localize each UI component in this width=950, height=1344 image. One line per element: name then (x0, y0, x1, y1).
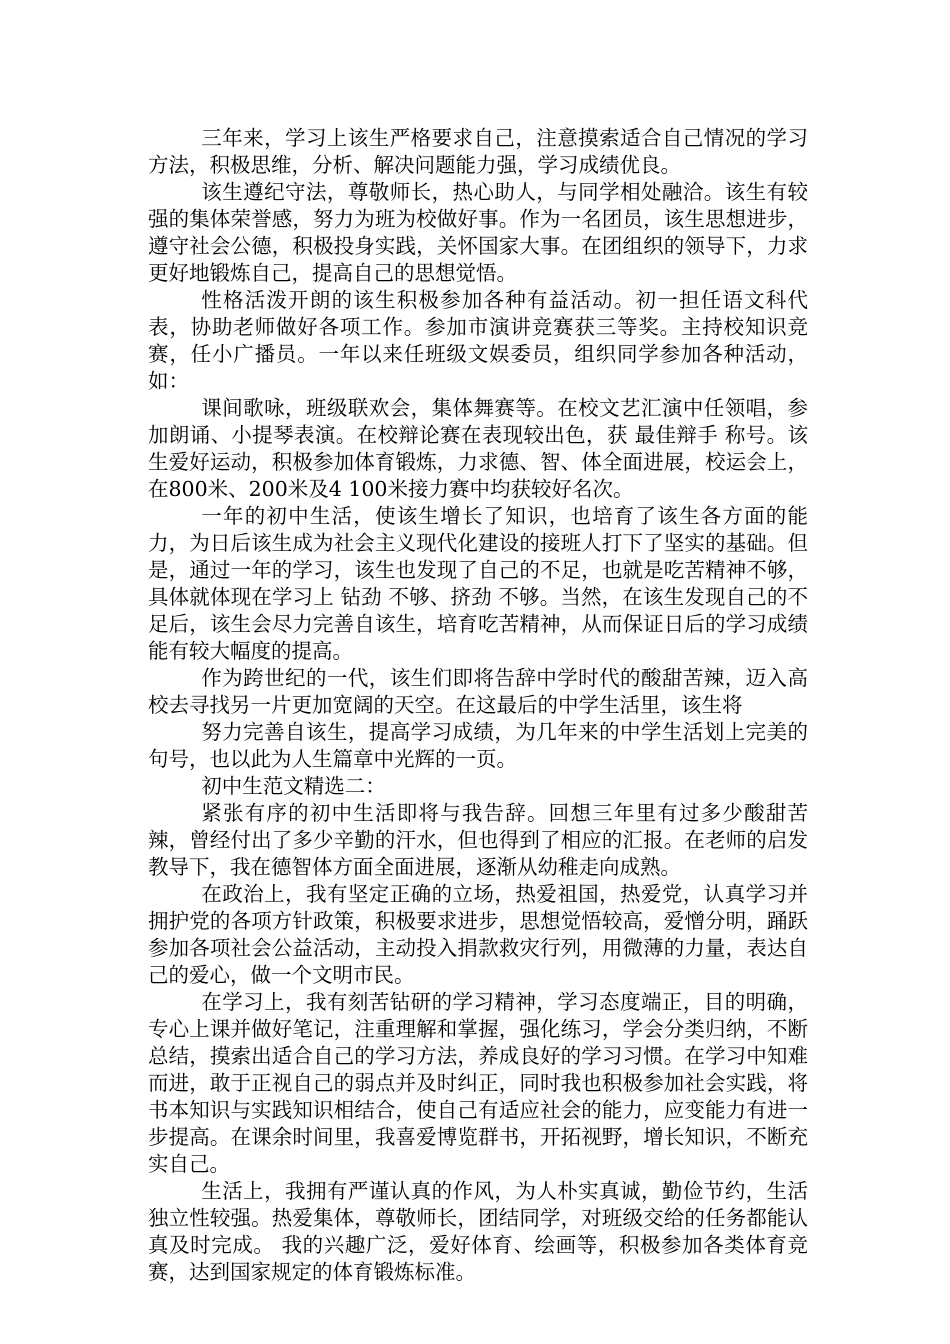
paragraph-10: 在政治上，我有坚定正确的立场，热爱祖国，热爱党，认真学习并拥护党的各项方针政策，积极要求进步，思想觉悟较高，爱憎分明，踊跃参加各项社会公益活动，主动投入捐款救灾行列，用微薄的力量，表达自己的爱心，做一个文明市民。 (148, 882, 808, 987)
paragraph-9: 紧张有序的初中生活即将与我告辞。回想三年里有过多少酸甜苦辣，曾经付出了多少辛勤的汗水，但也得到了相应的汇报。在老师的启发教导下，我在德智体方面全面进展，逐渐从幼稚走向成熟。 (148, 801, 808, 879)
document-body (148, 125, 808, 1286)
paragraph-6: 作为跨世纪的一代，该生们即将告辞中学时代的酸甜苦辣，迈入高校去寻找另一片更加宽阔的天空。在这最后的中学生活里，该生将 (148, 666, 808, 717)
paragraph-5: 一年的初中生活，使该生增长了知识，也培育了该生各方面的能力，为日后该生成为社会主义现代化建设的接班人打下了坚实的基础。但是，通过一年的学习，该生也发现了自己的不足，也就是吃苦精神不够，具体就体现在学习上 钻劲 不够、挤劲 不够。当然，在该生发现自己的不足后，该生会尽力完善自该生，培育吃苦精神，从而保证日后的学习成绩能有较大幅度的提高。 (148, 504, 808, 663)
paragraph-12: 生活上，我拥有严谨认真的作风，为人朴实真诚，勤俭节约，生活独立性较强。热爱集体，尊敬师长，团结同学，对班级交给的任务都能认真及时完成。 我的兴趣广泛，爱好体育、绘画等，积极参加各类体育竞赛，达到国家规定的体育锻炼标准。 (148, 1179, 808, 1284)
paragraph-4: 课间歌咏，班级联欢会，集体舞赛等。在校文艺汇演中任领唱，参加朗诵、小提琴表演。在校辩论赛在表现较出色，获 最佳辩手 称号。该生爱好运动，积极参加体育锻炼，力求德、智、体全面进展，校运会上，在800米、200米及4 100米接力赛中均获较好名次。 (148, 396, 808, 501)
paragraph-3: 性格活泼开朗的该生积极参加各种有益活动。初一担任语文科代表，协助老师做好各项工作。参加市演讲竞赛获三等奖。主持校知识竞赛，任小广播员。一年以来任班级文娱委员，组织同学参加各种活动，如： (148, 288, 808, 393)
section-heading: 初中生范文精选二： (201, 774, 386, 798)
paragraph-11: 在学习上，我有刻苦钻研的学习精神，学习态度端正，目的明确，专心上课并做好笔记，注重理解和掌握，强化练习，学会分类归纳，不断总结，摸索出适合自己的学习方法，养成良好的学习习惯。在学习中知难而进，敢于正视自己的弱点并及时纠正，同时我也积极参加社会实践，将书本知识与实践知识相结合，使自己有适应社会的能力，应变能力有进一步提高。在课余时间里，我喜爱博览群书，开拓视野，增长知识，不断充实自己。 (148, 990, 808, 1176)
paragraph-1: 三年来，学习上该生严格要求自己，注意摸索适合自己情况的学习方法，积极思维，分析、解决问题能力强，学习成绩优良。 (148, 126, 808, 177)
paragraph-7: 努力完善自该生，提高学习成绩，为几年来的中学生活划上完美的句号，也以此为人生篇章中光辉的一页。 (148, 720, 808, 771)
paragraph-2: 该生遵纪守法，尊敬师长，热心助人，与同学相处融洽。该生有较强的集体荣誉感，努力为班为校做好事。作为一名团员，该生思想进步，遵守社会公德，积极投身实践，关怀国家大事。在团组织的领导下，力求更好地锻炼自己，提高自己的思想觉悟。 (148, 180, 808, 285)
